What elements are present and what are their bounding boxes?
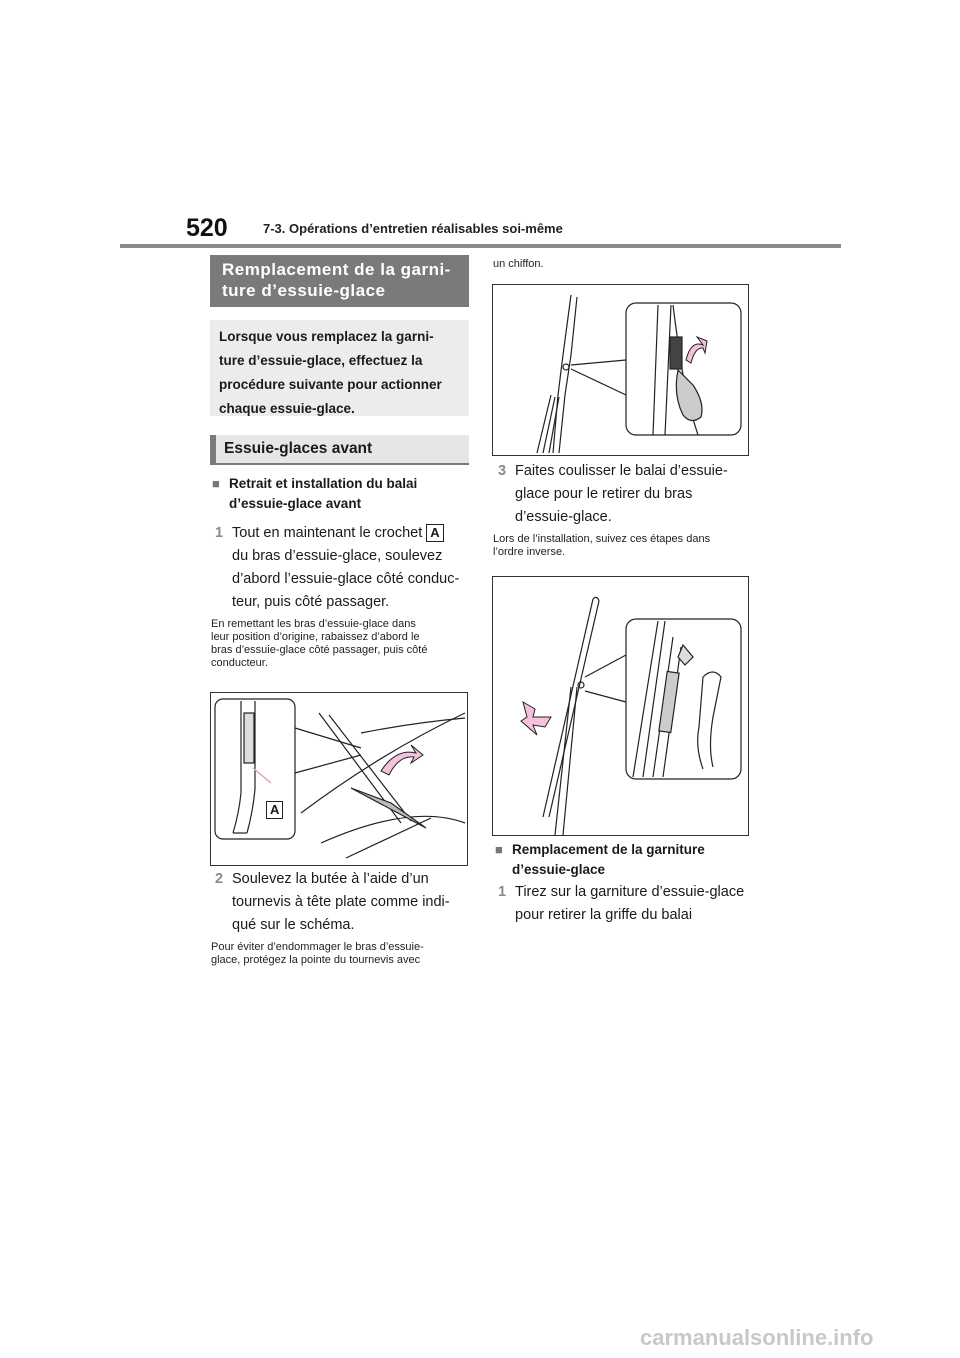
step-number: 2: [215, 871, 224, 887]
step-number: 1: [215, 525, 224, 541]
step-line: Tout en maintenant le crochet A: [232, 522, 472, 545]
bullet-line: d’essuie-glace avant: [229, 496, 362, 511]
step-number: 1: [498, 884, 507, 900]
step-1: [215, 522, 472, 614]
callout-a-label: A: [426, 524, 443, 542]
intro-line: procédure suivante pour actionner: [219, 377, 442, 392]
step-line: glace pour le retirer du bras: [515, 486, 693, 502]
note-2: Pour éviter d’endommager le bras d’essuie- glace, protégez la pointe du tournevis avec: [211, 941, 424, 966]
step-1-garniture: [498, 881, 755, 927]
step-line: Faites coulisser le balai d’essuie-: [515, 463, 728, 479]
note-3: Lors de l’installation, suivez ces étapes dans l’ordre inverse.: [493, 533, 711, 558]
step-2: [215, 868, 472, 937]
step-line: du bras d’essuie-glace, soulevez: [232, 548, 443, 564]
slide-blade-illustration: [493, 577, 748, 835]
note-1: En remettant les bras d’essuie-glace dans leur position d’origine, rabaissez d’abord le bras d’essuie-glace côté passager, puis côté conducteur.: [211, 618, 428, 669]
figure-slide-blade: [492, 576, 749, 836]
step-line: Tirez sur la garniture d’essuie-glace: [515, 884, 745, 900]
intro-box: [210, 320, 469, 416]
step-line: d’essuie-glace.: [515, 509, 612, 525]
bullet-heading: [495, 840, 752, 880]
intro-line: Lorsque vous remplacez la garni-: [219, 329, 434, 344]
bullet-heading: [212, 474, 469, 514]
page-number: 520: [186, 214, 228, 242]
figure-wiper-hook: [210, 692, 468, 866]
square-bullet-icon: ■: [212, 476, 220, 491]
section-title: 7-3. Opérations d’entretien réalisables soi-même: [263, 221, 563, 236]
callout-a-label: A: [266, 801, 283, 819]
wiper-hook-illustration: [211, 693, 467, 865]
section-heading-box: [210, 255, 469, 307]
figure-screwdriver: [492, 284, 749, 456]
subheading: Essuie-glaces avant: [210, 435, 469, 465]
step-3: [498, 460, 755, 529]
bullet-line: Retrait et installation du balai: [229, 476, 418, 491]
watermark: carmanualsonline.info: [640, 1325, 874, 1350]
step-line: d’abord l’essuie-glace côté conduc-: [232, 571, 460, 587]
bullet-line: Remplacement de la garniture: [512, 842, 705, 857]
bullet-line: d’essuie-glace: [512, 862, 606, 877]
screwdriver-illustration: [493, 285, 748, 455]
heading-line-2: ture d’essuie-glace: [222, 281, 386, 300]
step-line: qué sur le schéma.: [232, 917, 355, 933]
heading-line-1: Remplacement de la garni-: [222, 260, 451, 279]
step-line: teur, puis côté passager.: [232, 594, 390, 610]
step-number: 3: [498, 463, 507, 479]
note-2-continued: un chiffon.: [493, 258, 544, 270]
step-line: tournevis à tête plate comme indi-: [232, 894, 450, 910]
square-bullet-icon: ■: [495, 842, 503, 857]
intro-line: chaque essuie-glace.: [219, 401, 355, 416]
step-line: pour retirer la griffe du balai: [515, 907, 693, 923]
step-line: Soulevez la butée à l’aide d’un: [232, 871, 429, 887]
intro-line: ture d’essuie-glace, effectuez la: [219, 353, 423, 368]
header-divider: [120, 244, 841, 248]
